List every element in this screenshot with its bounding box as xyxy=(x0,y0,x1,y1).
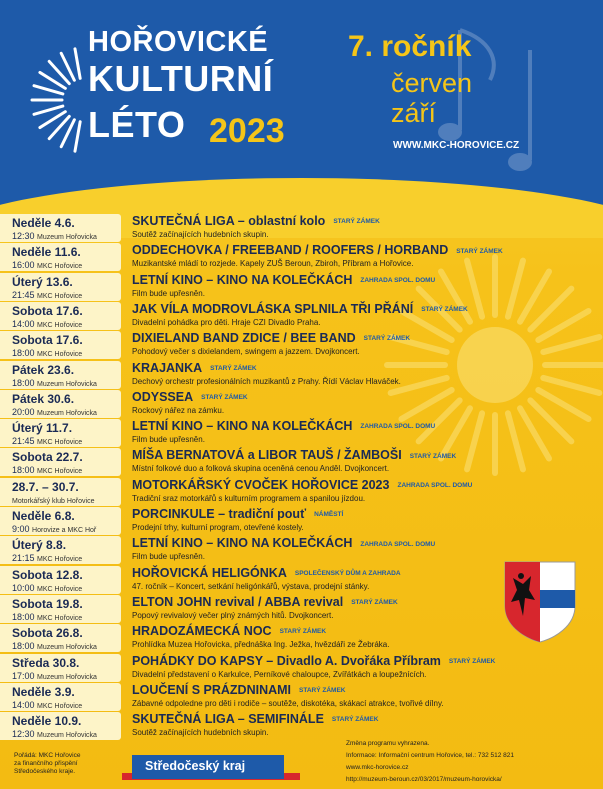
event-description: Místní folkové duo a folková skupina oceněná cenou Anděl. Dvojkoncert. xyxy=(132,464,390,474)
event-title: ODDECHOVKA / FREEBAND / ROOFERS / HORBAND xyxy=(132,243,449,258)
event-title: KRAJANKA xyxy=(132,360,203,375)
event-time-place xyxy=(12,700,82,710)
event-title: SKUTEČNÁ LIGA – SEMIFINÁLE xyxy=(132,712,324,727)
date-box xyxy=(0,448,121,476)
event-time: 18:00 xyxy=(12,611,35,622)
event-time-place xyxy=(12,641,97,651)
event-day: Sobota 17.6. xyxy=(12,333,83,348)
event-time: 17:00 xyxy=(12,670,35,681)
event-time-place xyxy=(12,436,82,446)
event-place: MKC Hořovice xyxy=(37,556,83,564)
date-box xyxy=(0,390,121,418)
event-title-line xyxy=(132,243,503,257)
edition-label: 7. ročník xyxy=(348,30,472,63)
event-title-line xyxy=(132,302,468,316)
event-description: Divadelní představení o Karkulce, Perníkové chaloupce, Zvířátkách a loupežnících. xyxy=(132,669,427,679)
event-title: MOTORKÁŘSKÝ CVOČEK HOŘOVICE 2023 xyxy=(132,477,390,492)
event-day: Pátek 23.6. xyxy=(12,362,75,377)
event-place: MKC Hořovice xyxy=(37,263,83,271)
event-venue: STARÝ ZÁMEK xyxy=(279,628,327,636)
date-box xyxy=(0,624,121,652)
event-row xyxy=(0,653,603,684)
event-time-place xyxy=(12,671,97,681)
date-box xyxy=(0,683,121,711)
event-day: 28.7. – 30.7. xyxy=(12,479,79,494)
event-place: Horovize a MKC Hoř xyxy=(32,527,97,534)
event-time: 12:30 xyxy=(12,729,35,740)
event-title-line xyxy=(132,331,410,345)
event-title-line xyxy=(132,536,435,550)
event-row xyxy=(0,242,603,273)
event-time-place xyxy=(12,260,82,270)
event-row xyxy=(0,447,603,478)
event-title-line xyxy=(132,390,248,404)
event-place: Muzeum Hořovicka xyxy=(37,380,97,388)
event-description: 47. ročník – Koncert, setkání heligónkářů, výstava, prodejní stánky. xyxy=(132,581,370,591)
date-box xyxy=(0,331,121,359)
event-place: Muzeum Hořovicka xyxy=(37,732,97,740)
event-venue: NÁMĚSTÍ xyxy=(314,511,344,519)
event-time: 21:15 xyxy=(12,553,35,564)
event-title: LETNÍ KINO – KINO NA KOLEČKÁCH xyxy=(132,419,353,434)
event-time-place xyxy=(12,495,94,505)
event-title: HOŘOVICKÁ HELIGÓNKA xyxy=(132,565,287,580)
event-place: MKC Hořovice xyxy=(37,321,83,329)
sunburst-logo xyxy=(26,30,86,170)
date-box xyxy=(0,507,121,535)
event-row xyxy=(0,506,603,537)
month-september: září xyxy=(391,98,437,128)
event-time: 18:00 xyxy=(12,465,35,476)
event-description: Prodejní trhy, kulturní program, otevřené kostely. xyxy=(132,523,304,532)
event-description: Soutěž začínajících hudebních skupin. xyxy=(132,230,269,239)
event-time-place xyxy=(12,583,82,593)
event-venue: STARÝ ZÁMEK xyxy=(201,394,248,401)
date-box xyxy=(0,361,121,389)
date-box xyxy=(0,478,121,506)
event-description: Film bude upřesněn. xyxy=(132,288,205,298)
event-day: Sobota 12.8. xyxy=(12,567,83,582)
event-time-place xyxy=(12,407,97,417)
event-title: DIXIELAND BAND ZDICE / BEE BAND xyxy=(132,331,356,346)
region-logo-label: Středočeský kraj xyxy=(145,759,246,773)
title-line-3: LÉTO xyxy=(88,104,186,145)
date-box xyxy=(0,214,121,242)
event-day: Sobota 17.6. xyxy=(12,303,83,318)
event-description: Rockový nářez na zámku. xyxy=(132,405,225,415)
event-place: Muzeum Hořovicka xyxy=(37,409,97,417)
event-title-line xyxy=(132,448,456,462)
event-row xyxy=(0,389,603,420)
event-description: Tradiční sraz motorkářů s kulturním programem a spanilou jízdou. xyxy=(132,493,366,503)
date-box xyxy=(0,243,121,271)
website-link[interactable]: WWW.MKC-HOROVICE.CZ xyxy=(393,140,520,151)
event-description: Dechový orchestr profesionálních muzikantů z Prahy. Řídí Václav Hlaváček. xyxy=(132,376,401,386)
event-title-line xyxy=(132,507,343,521)
event-time-place xyxy=(12,729,97,739)
event-place: Muzeum Hořovicka xyxy=(37,644,97,652)
event-title: POHÁDKY DO KAPSY – Divadlo A. Dvořáka Příbram xyxy=(132,653,441,668)
website-footer-link[interactable]: www.mkc-horovice.cz xyxy=(346,764,409,771)
event-time-place xyxy=(12,378,97,388)
event-title: MÍŠA BERNATOVÁ a LIBOR TAUŠ / ŽAMBOŠI xyxy=(132,448,402,463)
event-time: 20:00 xyxy=(12,406,35,417)
event-venue: ZAHRADA SPOL. DOMU xyxy=(360,540,436,548)
event-place: Motorkářský klub Hořovice xyxy=(12,497,95,505)
year: 2023 xyxy=(209,112,285,150)
event-time-place xyxy=(12,290,82,300)
event-title-line xyxy=(132,712,378,726)
event-time-place xyxy=(12,319,82,329)
event-title-line xyxy=(132,214,380,228)
event-venue: STARÝ ZÁMEK xyxy=(331,716,379,724)
event-day: Středa 30.8. xyxy=(12,655,80,670)
event-venue: ZAHRADA SPOL. DOMU xyxy=(360,423,436,431)
event-description: Film bude upřesněn. xyxy=(132,435,205,445)
event-description: Prohlídka Muzea Hořovicka, přednáška Ing. Ježka, hvězdáři ze Žebráka. xyxy=(132,640,390,650)
event-title: HRADOZÁMECKÁ NOC xyxy=(132,624,272,639)
event-time-place xyxy=(12,524,96,534)
event-title: LETNÍ KINO – KINO NA KOLEČKÁCH xyxy=(132,272,353,287)
event-time: 9:00 xyxy=(12,524,30,534)
event-row xyxy=(0,360,603,391)
event-title-line xyxy=(132,419,435,433)
event-description: Popový revivalový večer plný známých hitů. Dvojkoncert. xyxy=(132,610,334,620)
event-row xyxy=(0,682,603,713)
event-row xyxy=(0,272,603,303)
organizer-line-3: Středočeského kraje. xyxy=(14,768,76,775)
event-description: Pohodový večer s dixielandem, swingem a jazzem. Dvojkoncert. xyxy=(132,347,360,357)
date-box xyxy=(0,273,121,301)
event-row xyxy=(0,213,603,244)
event-title-line xyxy=(132,566,401,580)
event-venue: STARÝ ZÁMEK xyxy=(421,306,468,314)
event-venue: STARÝ ZÁMEK xyxy=(409,452,457,460)
event-place: MKC Hořovice xyxy=(37,614,83,622)
event-day: Neděle 11.6. xyxy=(12,245,81,260)
event-time: 18:00 xyxy=(12,377,35,388)
title-line-2: KULTURNÍ xyxy=(88,58,274,99)
event-day: Pátek 30.6. xyxy=(12,391,75,406)
event-description: Film bude upřesněn. xyxy=(132,552,205,562)
event-time: 21:45 xyxy=(12,289,35,300)
event-place: MKC Hořovice xyxy=(37,585,83,593)
header-band xyxy=(0,0,603,205)
date-box xyxy=(0,536,121,564)
event-place: MKC Hořovice xyxy=(37,292,83,300)
event-title-line xyxy=(132,624,326,638)
event-row xyxy=(0,477,603,508)
date-box xyxy=(0,595,121,623)
event-time-place xyxy=(12,465,82,475)
event-venue: STARÝ ZÁMEK xyxy=(299,687,346,694)
date-box xyxy=(0,419,121,447)
info-line: Informace: Informační centrum Hořovice, tel.: 732 512 821 xyxy=(346,752,515,759)
event-place: MKC Hořovice xyxy=(37,468,83,476)
date-box xyxy=(0,654,121,682)
event-place: Muzeum Hořovicka xyxy=(37,673,97,681)
event-day: Úterý 11.7. xyxy=(12,421,73,436)
event-time-place xyxy=(12,612,82,622)
event-title: LOUČENÍ S PRÁZDNINAMI xyxy=(132,682,292,697)
event-time-place xyxy=(12,553,82,563)
event-day: Neděle 3.9. xyxy=(12,684,75,699)
event-day: Sobota 19.8. xyxy=(12,596,83,611)
event-title: PORCINKULE – tradiční pouť xyxy=(132,507,307,521)
event-day: Neděle 4.6. xyxy=(12,216,75,230)
event-time: 21:45 xyxy=(12,436,35,447)
event-day: Úterý 13.6. xyxy=(12,274,73,289)
event-venue: ZAHRADA SPOL. DOMU xyxy=(360,276,436,284)
event-day: Neděle 10.9. xyxy=(12,714,82,729)
event-place: Muzeum Hořovicka xyxy=(37,234,97,241)
event-venue: STARÝ ZÁMEK xyxy=(351,599,398,607)
event-time-place xyxy=(12,231,97,241)
event-title-line xyxy=(132,273,435,287)
event-venue: STARÝ ZÁMEK xyxy=(210,364,257,372)
event-venue: STARÝ ZÁMEK xyxy=(456,247,503,255)
event-title-line xyxy=(132,361,257,375)
event-description: Soutěž začínajících hudebních skupin. xyxy=(132,728,269,738)
contact-info xyxy=(346,738,514,786)
event-place: MKC Hořovice xyxy=(37,351,83,359)
event-title: ELTON JOHN revival / ABBA revival xyxy=(132,594,344,609)
event-row xyxy=(0,330,603,361)
event-day: Úterý 8.8. xyxy=(12,538,67,553)
event-venue: STARÝ ZÁMEK xyxy=(448,657,496,665)
event-title: ODYSSEA xyxy=(132,389,194,404)
event-time: 10:00 xyxy=(12,582,35,593)
event-time: 18:00 xyxy=(12,641,35,652)
organizer-note xyxy=(14,752,80,776)
event-title-line xyxy=(132,478,472,492)
change-note: Změna programu vyhrazena. xyxy=(346,740,430,747)
organizer-line-2: za finančního přispění xyxy=(14,760,78,767)
horovice-coat-of-arms xyxy=(503,560,577,648)
event-time: 12:30 xyxy=(12,231,35,241)
event-description: Divadelní pohádka pro děti. Hraje CZI Divadlo Praha. xyxy=(132,317,321,327)
event-title-line xyxy=(132,683,346,697)
event-time: 14:00 xyxy=(12,699,35,710)
event-venue: ZAHRADA SPOL. DOMU xyxy=(397,481,473,489)
event-time: 16:00 xyxy=(12,260,35,271)
date-box xyxy=(0,302,121,330)
event-title-line xyxy=(132,654,495,668)
event-time: 14:00 xyxy=(12,318,35,329)
event-description: Muzikantské mládí to rozjede. Kapely ZUŠ Beroun, Zbiroh, Příbram a Hořovice. xyxy=(132,259,414,269)
event-day: Sobota 22.7. xyxy=(12,450,83,465)
event-place: MKC Hořovice xyxy=(37,702,83,710)
event-place: MKC Hořovice xyxy=(37,439,83,447)
date-box xyxy=(0,566,121,594)
museum-link[interactable]: http://muzeum-beroun.cz/03/2017/muzeum-horovicka/ xyxy=(346,776,502,783)
event-row xyxy=(0,418,603,449)
event-title: LETNÍ KINO – KINO NA KOLEČKÁCH xyxy=(132,536,353,551)
event-title: SKUTEČNÁ LIGA – oblastní kolo xyxy=(132,214,326,228)
event-day: Sobota 26.8. xyxy=(12,626,83,641)
event-time: 18:00 xyxy=(12,348,35,359)
event-row xyxy=(0,301,603,332)
event-time-place xyxy=(12,348,82,358)
event-venue: SPOLEČENSKÝ DŮM A ZAHRADA xyxy=(294,569,401,577)
event-venue: STARÝ ZÁMEK xyxy=(333,218,380,226)
event-description: Zábavné odpoledne pro děti i rodiče – soutěže, diskotéka, skákací atrakce, tvořivé dílny. xyxy=(132,698,444,708)
month-june: červen xyxy=(391,68,473,98)
event-title: JAK VÍLA MODROVLÁSKA SPLNILA TŘI PŘÁNÍ xyxy=(132,301,414,316)
date-box xyxy=(0,712,121,740)
organizer-line-1: Pořádá: MKC Hořovice xyxy=(14,752,81,759)
title-line-1: HOŘOVICKÉ xyxy=(88,26,269,58)
event-title-line xyxy=(132,595,398,609)
event-day: Neděle 6.8. xyxy=(12,509,75,523)
months-label xyxy=(391,68,472,128)
event-venue: STARÝ ZÁMEK xyxy=(363,335,411,343)
